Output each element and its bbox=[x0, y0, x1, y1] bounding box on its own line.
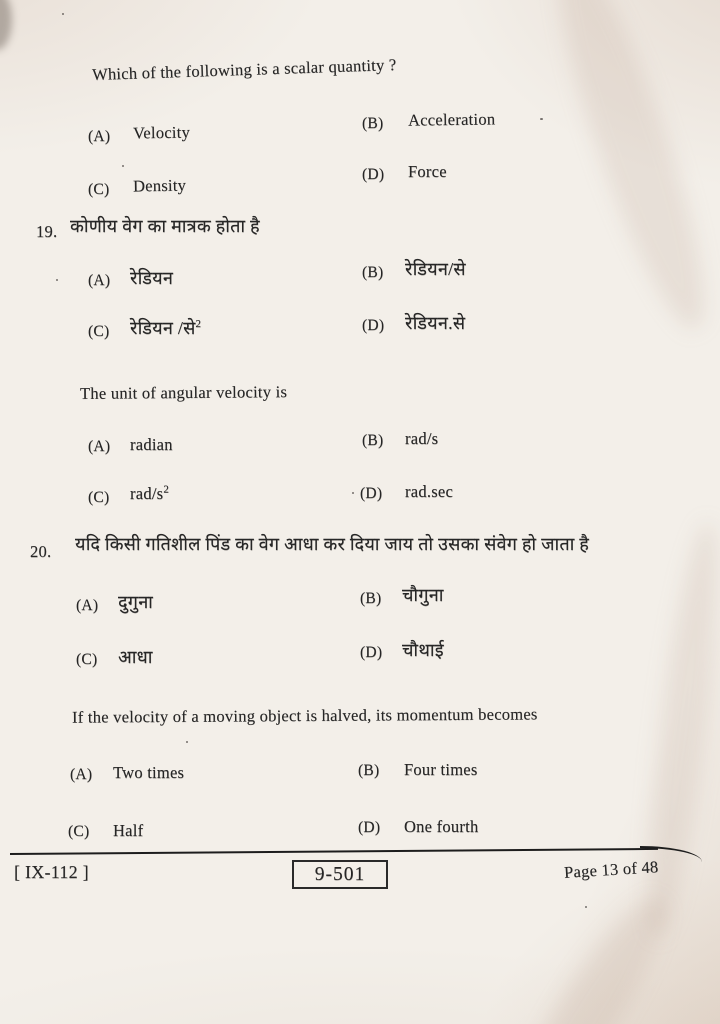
option-text: रेडियन.से bbox=[405, 313, 466, 333]
scan-crease bbox=[0, 0, 12, 50]
option-text: Force bbox=[408, 162, 447, 181]
option-text: Half bbox=[113, 821, 144, 840]
option-text: Density bbox=[132, 175, 187, 196]
scan-speck bbox=[585, 906, 587, 908]
scan-speck bbox=[540, 118, 543, 120]
option-text-base: rad/s bbox=[130, 484, 164, 503]
scan-speck bbox=[352, 492, 354, 494]
question-18-text: Which of the following is a scalar quantity ? bbox=[91, 54, 397, 85]
scan-speck bbox=[56, 279, 58, 281]
scan-speck bbox=[186, 741, 188, 743]
option-label: (D) bbox=[360, 485, 383, 502]
question-20-number: 20. bbox=[30, 542, 52, 561]
option-label: (A) bbox=[88, 438, 111, 455]
question-19-text-hindi: कोणीय वेग का मात्रक होता है bbox=[70, 216, 260, 236]
option-text: rad.sec bbox=[405, 482, 454, 501]
option-text: One fourth bbox=[404, 817, 479, 836]
option-label: (C) bbox=[88, 323, 110, 340]
option-text: रेडियन/से bbox=[405, 259, 466, 279]
option-label: (B) bbox=[358, 762, 380, 779]
paper-code: [ IX-112 ] bbox=[14, 862, 89, 882]
booklet-code: 9-501 bbox=[314, 863, 366, 885]
option-label: (D) bbox=[362, 317, 385, 334]
option-label: (D) bbox=[362, 166, 385, 183]
question-19-number: 19. bbox=[36, 222, 58, 241]
option-label: (B) bbox=[362, 115, 384, 132]
option-text: Velocity bbox=[132, 122, 191, 143]
option-label: (A) bbox=[88, 272, 111, 289]
option-label: (B) bbox=[362, 264, 384, 281]
option-text: चौथाई bbox=[402, 640, 444, 660]
option-text: Acceleration bbox=[407, 109, 496, 130]
scan-crease bbox=[635, 519, 720, 941]
option-label: (D) bbox=[358, 819, 381, 836]
option-label: (C) bbox=[88, 489, 110, 506]
option-label: (A) bbox=[88, 128, 111, 145]
question-19-text-english: The unit of angular velocity is bbox=[79, 382, 288, 403]
superscript: 2 bbox=[163, 483, 170, 496]
option-text: दुगुना bbox=[118, 592, 154, 612]
question-20-text-english: If the velocity of a moving object is halved, its momentum becomes bbox=[71, 704, 538, 727]
option-text bbox=[130, 316, 201, 340]
option-label: (A) bbox=[76, 597, 99, 614]
option-label: (C) bbox=[88, 181, 110, 198]
option-text: रेडियन bbox=[130, 268, 174, 288]
booklet-code-box bbox=[292, 860, 388, 889]
scan-crease bbox=[496, 884, 685, 1024]
option-text: चौगुना bbox=[402, 585, 444, 605]
option-label: (A) bbox=[70, 766, 93, 783]
scan-crease bbox=[533, 0, 720, 340]
footer-rule bbox=[10, 848, 658, 855]
option-text-base: रेडियन /से bbox=[130, 318, 196, 338]
option-label: (C) bbox=[68, 823, 90, 840]
option-label: (B) bbox=[360, 590, 382, 607]
page-number: Page 13 of 48 bbox=[563, 857, 659, 882]
option-text: radian bbox=[130, 435, 173, 454]
option-text: Two times bbox=[113, 763, 185, 782]
option-label: (D) bbox=[360, 644, 383, 661]
superscript: 2 bbox=[195, 318, 202, 330]
option-label: (C) bbox=[76, 651, 98, 668]
option-text: rad/s bbox=[405, 429, 439, 448]
scan-speck bbox=[122, 165, 124, 167]
question-20-text-hindi: यदि किसी गतिशील पिंड का वेग आधा कर दिया जाय तो उसका संवेग हो जाता है bbox=[75, 534, 590, 554]
option-text: Four times bbox=[404, 760, 478, 779]
option-label: (B) bbox=[362, 432, 384, 449]
scan-speck bbox=[62, 13, 64, 15]
option-text bbox=[130, 484, 169, 504]
option-text: आधा bbox=[118, 647, 153, 667]
